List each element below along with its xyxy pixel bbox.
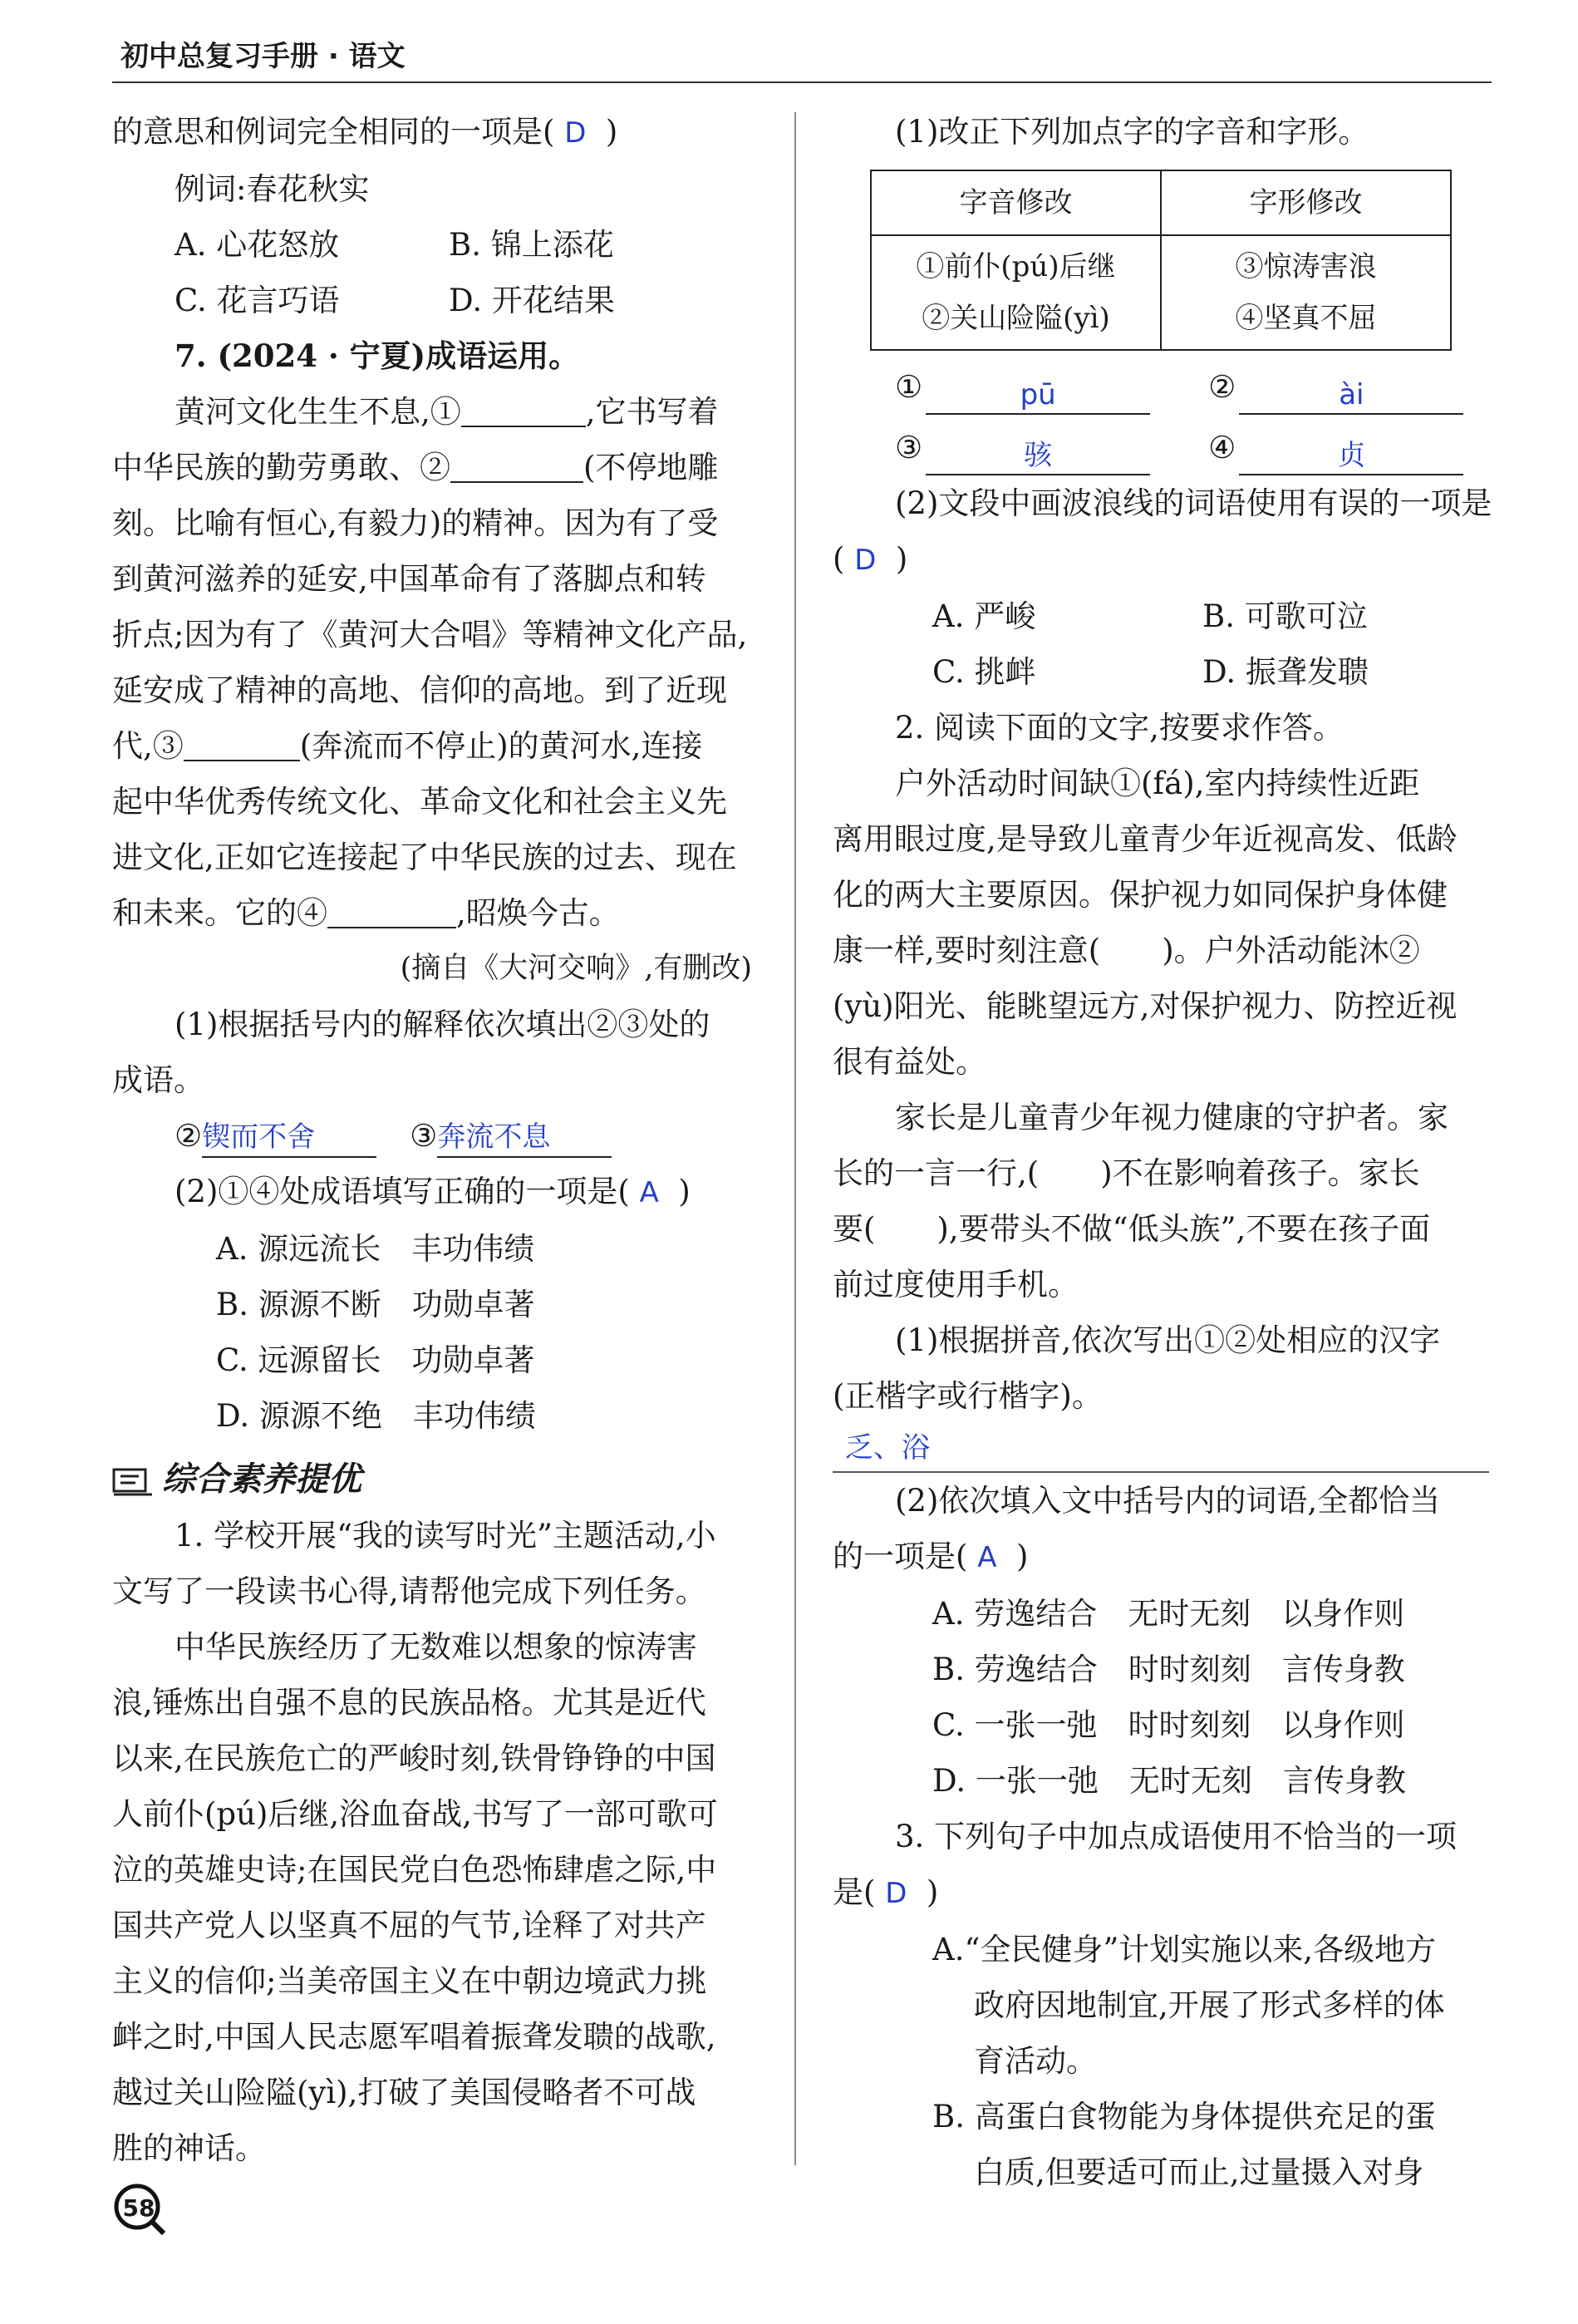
table-header-sound: 字音修改	[871, 170, 1161, 235]
book-title: 初中总复习手册 · 语文	[120, 40, 406, 73]
blank-3	[184, 726, 300, 761]
q6-options-row2	[112, 273, 769, 328]
q7-2-option-d: D. 源源不绝 丰功伟绩	[216, 1398, 536, 1434]
q7-2-option-b: B. 源源不断 功勋卓著	[216, 1287, 535, 1322]
q1-2-option-c: C. 挑衅	[932, 654, 1036, 690]
q2-1-answer: 乏、浴	[845, 1431, 930, 1465]
table-cell-sound: ①前仆(pú)后继 ②关山险隘(yì)	[871, 235, 1161, 350]
pencil-book-icon	[112, 1465, 154, 1496]
passage-source: (摘自《大河交响》,有删改)	[400, 952, 752, 985]
table-header-form: 字形修改	[1161, 170, 1451, 235]
q7-1-line2: 成语。	[112, 1062, 204, 1098]
section-title-text: 综合素养提优	[162, 1460, 361, 1499]
page-number: 58	[122, 2194, 155, 2222]
q2-passage-7: 家长是儿童青少年视力健康的守护者。家	[895, 1100, 1448, 1135]
q2-passage-3: 化的两大主要原因。保护视力如同保护身体健	[833, 877, 1448, 913]
blank-2	[450, 448, 583, 483]
q3-option-a-3: 育活动。	[974, 2043, 1097, 2079]
left-column	[112, 104, 769, 2176]
column-divider	[794, 112, 796, 2165]
q1-2-option-a: A. 严峻	[932, 598, 1036, 634]
q1-passage-6: 国共产党人以坚真不屈的气节,诠释了对共产	[112, 1908, 706, 1943]
q2-passage-4: 康一样,要时刻注意( )。户外活动能沐②	[833, 933, 1420, 968]
q2-passage-8: 长的一言一行,( )不在影响着孩子。家长	[833, 1155, 1420, 1191]
q1-line2: 文写了一段读书心得,请帮他完成下列任务。	[112, 1573, 706, 1609]
q1-passage-10: 胜的神话。	[112, 2130, 266, 2166]
q1-2-stem: (2)文段中画波浪线的词语使用有误的一项是	[895, 485, 1492, 521]
q6-options-row1	[112, 217, 769, 273]
q1-2-option-b: B. 可歌可泣	[1202, 598, 1368, 634]
q3-option-b-1: B. 高蛋白食物能为身体提供充足的蛋	[932, 2099, 1436, 2134]
q1-passage-2: 浪,锤炼出自强不息的民族品格。尤其是近代	[112, 1685, 706, 1721]
section-heading	[112, 1452, 769, 1508]
blank-4	[327, 894, 456, 928]
page-header	[112, 23, 1492, 83]
q7-1-answer-3: 奔流不息	[437, 1118, 612, 1158]
q2-2-option-c: C. 一张一弛 时时刻刻 以身作则	[932, 1707, 1405, 1743]
q2-1-line1: (1)根据拼音,依次写出①②处相应的汉字	[895, 1322, 1441, 1358]
q1-passage-4: 人前仆(pú)后继,浴血奋战,书写了一部可歌可	[112, 1796, 718, 1832]
q7-1-answer-2: 锲而不舍	[202, 1118, 376, 1158]
q2-2-answer: A	[977, 1541, 997, 1574]
answer-item-1: ① pū	[895, 359, 1150, 415]
q6-answer: D	[564, 116, 587, 150]
q1-2-option-d: D. 振聋发聩	[1202, 654, 1369, 690]
q2-2-line1: (2)依次填入文中括号内的词语,全都恰当	[895, 1483, 1441, 1519]
q1-passage-8: 衅之时,中国人民志愿军唱着振聋发聩的战歌,	[112, 2019, 716, 2055]
passage-line-2: 中华民族的勤劳勇敢、② (不停地雕	[112, 450, 719, 485]
q3-option-b-2: 白质,但要适可而止,过量摄入对身	[974, 2154, 1424, 2190]
q1-2-options-row2	[833, 644, 1489, 700]
q3-stem: 是( D )	[833, 1874, 939, 1910]
q6-option-c: C. 花言巧语	[175, 283, 340, 318]
q1-passage-1: 中华民族经历了无数难以想象的惊涛害	[175, 1629, 697, 1665]
answer-2: ài	[1239, 377, 1463, 415]
q1-1-stem: (1)改正下列加点字的字音和字形。	[895, 114, 1369, 150]
q1-passage-3: 以来,在民族危亡的严峻时刻,铁骨铮铮的中国	[112, 1741, 716, 1776]
q7-2-option-a: A. 源远流长 丰功伟绩	[216, 1231, 535, 1267]
passage-line-7: 代,③ (奔流而不停止)的黄河水,连接	[112, 728, 703, 764]
q7-1-answers: ②锲而不舍 ③奔流不息	[112, 1108, 769, 1164]
passage-line-8: 起中华优秀传统文化、革命文化和社会主义先	[112, 784, 727, 820]
passage-line-5: 折点;因为有了《黄河大合唱》等精神文化产品,	[112, 617, 748, 652]
q7-2-answer: A	[639, 1176, 659, 1209]
q3-answer: D	[885, 1877, 907, 1910]
q2-passage-5: (yù)阳光、能眺望远方,对保护视力、防控近视	[833, 988, 1458, 1024]
q2-2-stem: 的一项是( A )	[833, 1539, 1029, 1574]
answer-3: 骇	[926, 437, 1150, 475]
q1-passage-9: 越过关山险隘(yì),打破了美国侵略者不可战	[112, 2075, 696, 2110]
q2-2-option-a: A. 劳逸结合 无时无刻 以身作则	[932, 1596, 1405, 1632]
q2-passage-1: 户外活动时间缺①(fá),室内持续性近距	[895, 766, 1420, 801]
answer-item-3: ③ 骇	[895, 420, 1150, 475]
q2-passage-2: 离用眼过度,是导致儿童青少年近视高发、低龄	[833, 821, 1458, 857]
q2-2-option-d: D. 一张一弛 无时无刻 言传身教	[932, 1763, 1406, 1799]
table-cell-form: ③惊涛害浪 ④坚真不屈	[1161, 235, 1451, 350]
q2-passage-10: 前过度使用手机。	[833, 1267, 1079, 1302]
answer-item-2: ② ài	[1208, 359, 1463, 415]
q1-passage-5: 泣的英雄史诗;在国民党白色恐怖肆虐之际,中	[112, 1852, 717, 1888]
correction-table	[870, 170, 1452, 351]
q2-passage-6: 很有益处。	[833, 1044, 986, 1080]
q2-2-option-b: B. 劳逸结合 时时刻刻 言传身教	[932, 1652, 1405, 1687]
answer-row-2	[895, 420, 1489, 475]
q3-line1: 3. 下列句子中加点成语使用不恰当的一项	[895, 1819, 1458, 1854]
q1-2-answer: D	[854, 544, 877, 577]
q1-line1: 1. 学校开展“我的读写时光”主题活动,小	[175, 1518, 716, 1553]
answer-item-4: ④ 贞	[1208, 420, 1463, 475]
passage-line-6: 延安成了精神的高地、信仰的高地。到了近现	[112, 672, 727, 708]
passage-line-10: 和未来。它的④ ,昭焕今古。	[112, 895, 620, 931]
q3-option-a-2: 政府因地制宜,开展了形式多样的体	[974, 1987, 1445, 2023]
answer-4: 贞	[1239, 437, 1463, 475]
q1-2-options-row1	[833, 588, 1489, 644]
q3-option-a-1: A.“全民健身”计划实施以来,各级地方	[932, 1932, 1437, 1967]
q2-passage-9: 要( ),要带头不做“低头族”,不要在孩子面	[833, 1211, 1431, 1247]
q6-option-d: D. 开花结果	[449, 283, 615, 318]
q6-stem: 的意思和例词完全相同的一项是( D )	[112, 114, 618, 150]
q2-title: 2. 阅读下面的文字,按要求作答。	[895, 710, 1344, 746]
q7-title: 7. (2024 · 宁夏)成语运用。	[175, 337, 580, 374]
passage-line-4: 到黄河滋养的延安,中国革命有了落脚点和转	[112, 561, 706, 597]
q1-2-answer-line: ( D )	[833, 541, 908, 577]
q2-1-line2: (正楷字或行楷字)。	[833, 1378, 1103, 1414]
answer-1: pū	[926, 377, 1150, 415]
q7-1-line1: (1)根据括号内的解释依次填出②③处的	[175, 1007, 710, 1042]
q1-passage-7: 主义的信仰;当美帝国主义在中朝边境武力挑	[112, 1963, 707, 1999]
q6-option-b: B. 锦上添花	[449, 227, 614, 263]
page-number-badge	[112, 2182, 165, 2235]
passage-line-1: 黄河文化生生不息,① ,它书写着	[175, 394, 719, 430]
q7-2-stem: (2)①④处成语填写正确的一项是( A )	[175, 1174, 691, 1209]
q6-option-a: A. 心花怒放	[175, 227, 340, 263]
q7-2-option-c: C. 远源留长 功勋卓著	[216, 1342, 535, 1378]
blank-1	[461, 392, 586, 427]
right-column	[833, 104, 1492, 2200]
passage-line-9: 进文化,正如它连接起了中华民族的过去、现在	[112, 839, 737, 875]
q6-example: 例词:春花秋实	[175, 171, 370, 207]
passage-line-3: 刻。比喻有恒心,有毅力)的精神。因为有了受	[112, 505, 719, 541]
answer-row-1	[895, 359, 1489, 415]
q2-1-answer-line	[833, 1424, 1489, 1473]
